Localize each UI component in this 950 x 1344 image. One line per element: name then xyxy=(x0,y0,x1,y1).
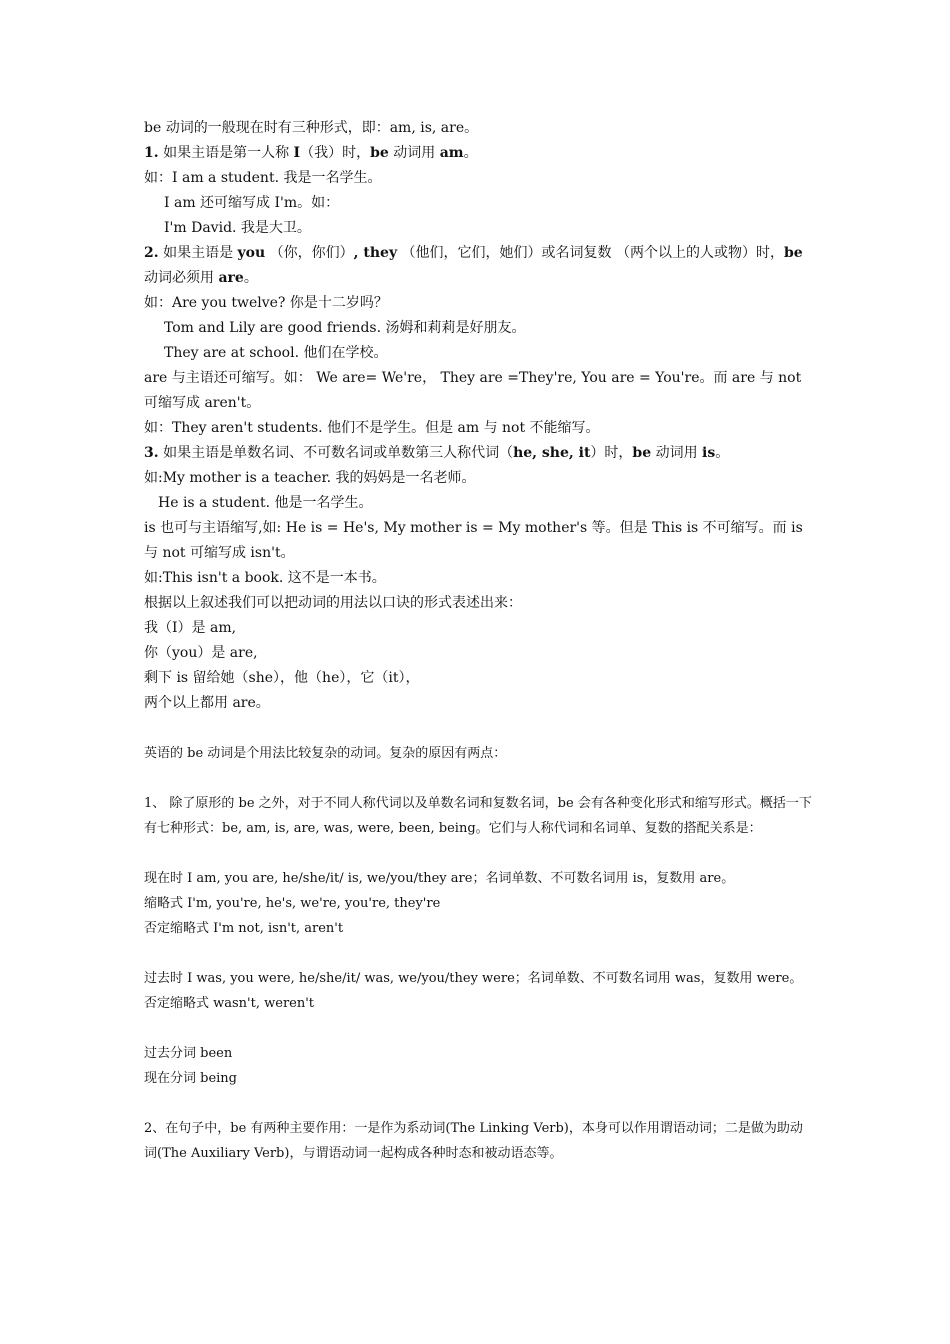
negative-contracted-forms: 否定缩略式 I'm not, isn't, aren't xyxy=(144,921,344,936)
contraction-paragraph: is 也可与主语缩写,如: He is = He's, My mother is = My mother's 等。但是 This is 不可缩写。而 is 与 not 可缩写成 isn't。 xyxy=(144,520,803,561)
example-line: They are at school. 他们在学校。 xyxy=(164,345,388,361)
present-tense-forms: 现在时 I am, you are, he/she/it/ is, we/you/they are；名词单数、不可数名词用 is，复数用 are。 xyxy=(144,871,735,886)
present-participle: 现在分词 being xyxy=(144,1071,237,1086)
spacer xyxy=(144,1016,814,1041)
bold-segment: you xyxy=(237,245,266,261)
text-segment: 如果主语是单数名词、不可数名词或单数第三人称代词（ xyxy=(158,445,514,461)
bold-segment: he, she, it xyxy=(513,445,591,461)
point-1-paragraph: 1、 除了原形的 be 之外，对于不同人称代词以及单数名词和复数名词，be 会有各种变化形式和缩写形式。概括一下有七种形式：be, am, is, are, was, were, been, being。它们与人称代词和名词单、复数的搭配关系是： xyxy=(144,796,812,836)
spacer xyxy=(144,941,814,966)
past-participle: 过去分词 been xyxy=(144,1046,233,1061)
bold-segment: be xyxy=(370,145,389,161)
text-segment: （我）时， xyxy=(300,145,371,161)
spacer xyxy=(144,766,814,791)
section-intro: 英语的 be 动词是个用法比较复杂的动词。复杂的原因有两点： xyxy=(144,746,507,761)
text-segment: 。 xyxy=(715,445,730,461)
example-line: He is a student. 他是一名学生。 xyxy=(158,495,373,511)
point-2-paragraph: 2、在句子中，be 有两种主要作用：一是作为系动词(The Linking Verb)，本身可以作用谓语动词；二是做为助动词(The Auxiliary Verb)，与谓语动词一起构成各种时态和被动语态等。 xyxy=(144,1121,803,1161)
text-segment: 如果主语是 xyxy=(158,245,238,261)
rule-2-heading xyxy=(144,241,814,291)
text-segment: 。 xyxy=(243,270,258,286)
rule-number: 1. xyxy=(144,145,159,161)
intro-line: be 动词的一般现在时有三种形式，即：am, is, are。 xyxy=(144,120,479,136)
mnemonic-line: 剩下 is 留给她（she），他（he），它（it）， xyxy=(144,670,420,686)
bold-segment: , they xyxy=(353,245,398,261)
text-segment: （他们，它们，她们）或名词复数 （两个以上的人或物）时， xyxy=(397,245,784,261)
example-line: 如：I am a student. 我是一名学生。 xyxy=(144,170,382,186)
example-line: 如：They aren't students. 他们不是学生。但是 am 与 not 不能缩写。 xyxy=(144,420,600,436)
mnemonic-line: 你（you）是 are, xyxy=(144,645,258,661)
past-tense-forms: 过去时 I was, you were, he/she/it/ was, we/you/they were；名词单数、不可数名词用 was，复数用 were。 xyxy=(144,971,803,986)
bold-segment: am xyxy=(439,145,464,161)
bold-segment: I xyxy=(293,145,301,161)
mnemonic-line: 我（I）是 am, xyxy=(144,620,237,636)
example-line: 如：Are you twelve? 你是十二岁吗？ xyxy=(144,295,388,311)
contracted-forms: 缩略式 I'm, you're, he's, we're, you're, they're xyxy=(144,896,441,911)
contraction-paragraph: are 与主语还可缩写。如： We are= We're， They are =They're, You are = You're。而 are 与 not 可缩写成 aren't。 xyxy=(144,370,802,411)
past-negative-forms: 否定缩略式 wasn't, weren't xyxy=(144,996,315,1011)
text-segment: 动词用 xyxy=(388,145,440,161)
summary-intro: 根据以上叙述我们可以把动词的用法以口诀的形式表述出来： xyxy=(144,595,522,611)
document-body xyxy=(144,116,814,1166)
text-segment: ）时， xyxy=(590,445,633,461)
example-line: 如:This isn't a book. 这不是一本书。 xyxy=(144,570,386,586)
example-line: I'm David. 我是大卫。 xyxy=(164,220,311,236)
text-segment: （你，你们） xyxy=(265,245,354,261)
spacer xyxy=(144,716,814,741)
example-line: Tom and Lily are good friends. 汤姆和莉莉是好朋友。 xyxy=(164,320,526,336)
rule-1-heading xyxy=(144,141,814,166)
bold-segment: be xyxy=(632,445,652,461)
bold-segment: is xyxy=(702,445,716,461)
bold-segment: are xyxy=(218,270,244,286)
rule-number: 2. xyxy=(144,245,159,261)
rule-number: 3. xyxy=(144,445,159,461)
mnemonic-line: 两个以上都用 are。 xyxy=(144,695,270,711)
example-line: 如:My mother is a teacher. 我的妈妈是一名老师。 xyxy=(144,470,476,486)
example-line: I am 还可缩写成 I'm。如： xyxy=(164,195,340,211)
text-segment: 动词必须用 xyxy=(144,270,219,286)
spacer xyxy=(144,841,814,866)
bold-segment: be xyxy=(783,245,803,261)
text-segment: 动词用 xyxy=(651,445,703,461)
text-segment: 如果主语是第一人称 xyxy=(158,145,294,161)
text-segment: 。 xyxy=(463,145,478,161)
spacer xyxy=(144,1091,814,1116)
rule-3-heading xyxy=(144,441,814,466)
